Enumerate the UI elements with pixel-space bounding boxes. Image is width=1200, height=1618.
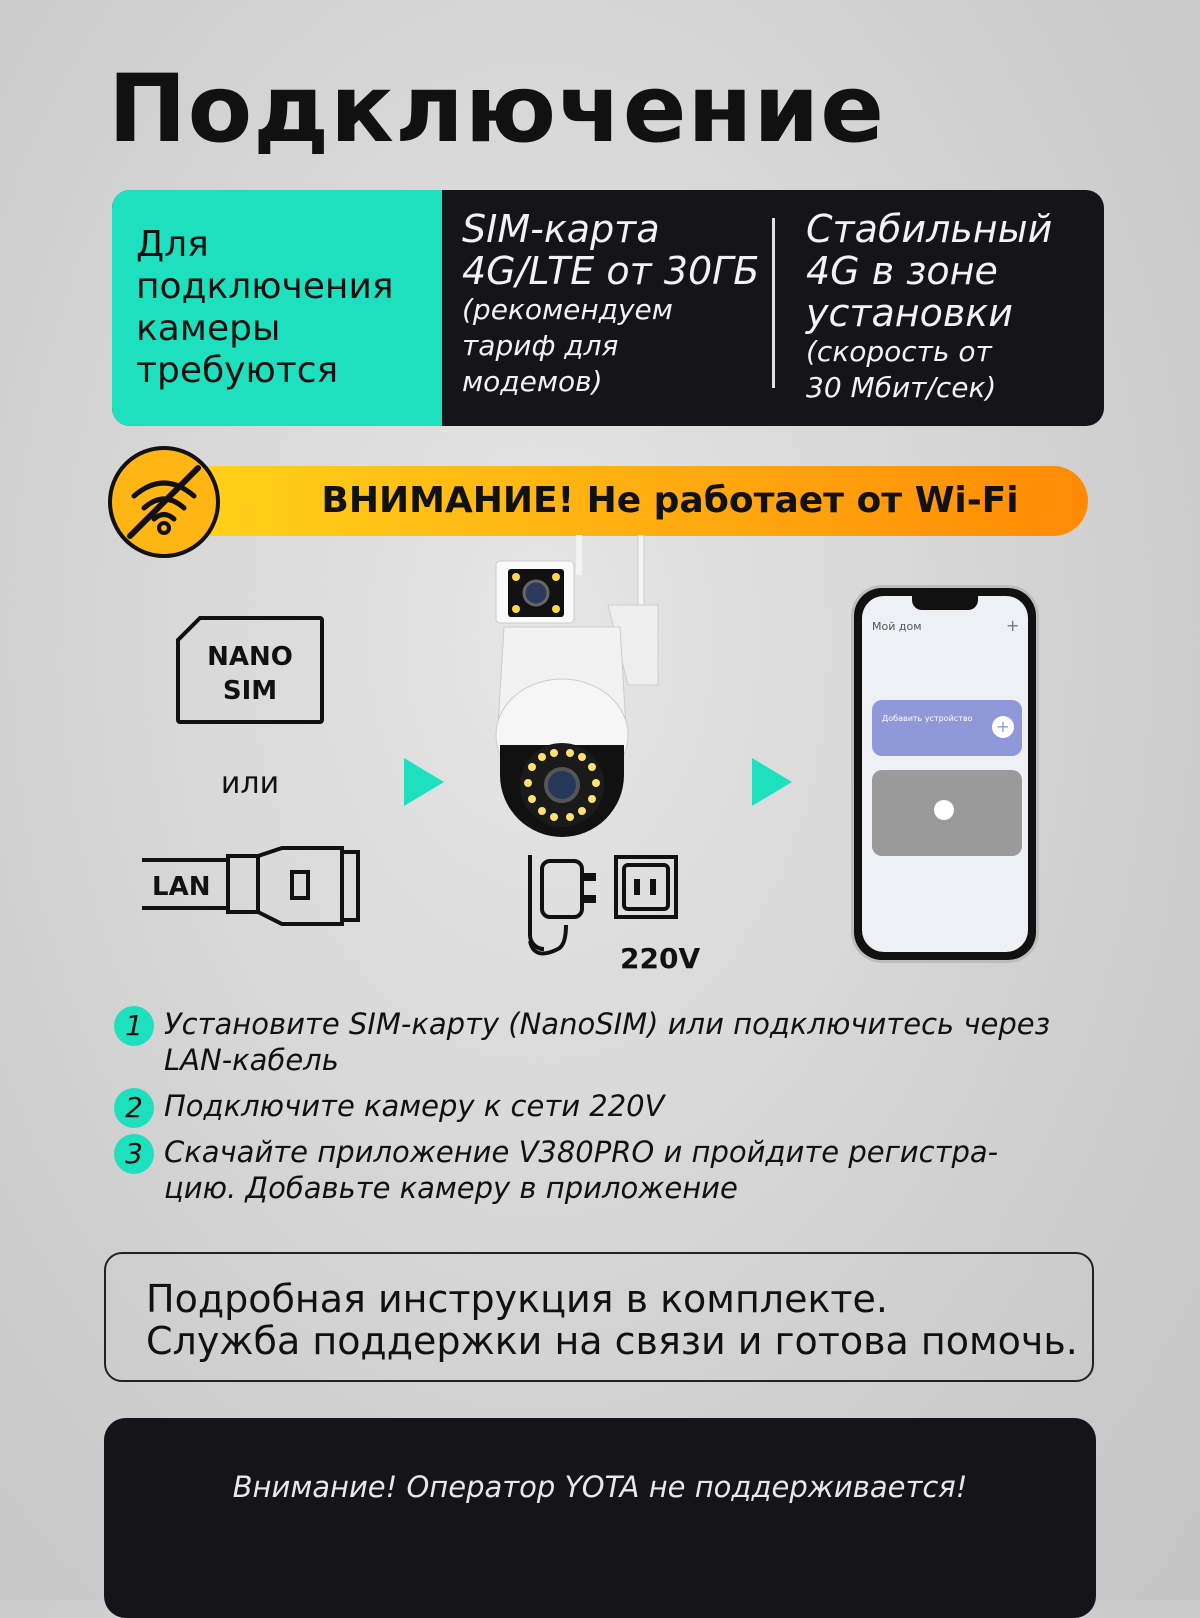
requirement-sim-line: SIM-карта — [462, 207, 660, 251]
phone-video-preview — [872, 770, 1022, 856]
operator-warning-panel — [104, 1418, 1096, 1618]
smartphone-image — [854, 588, 1036, 960]
phone-notch — [912, 596, 978, 610]
phone-add-device-plus-icon: + — [992, 716, 1014, 738]
requirement-4g-line: 4G в зоне — [806, 249, 998, 293]
step-text: Подключите камеру к сети 220V — [164, 1089, 665, 1123]
requirements-intro-panel — [112, 190, 442, 426]
intro-line: требуются — [136, 350, 339, 391]
arrow-right-icon — [404, 758, 444, 806]
requirement-sim — [462, 208, 762, 400]
requirements-card — [112, 190, 1104, 426]
sim-label-line: NANO — [207, 642, 293, 672]
phone-plus-icon: + — [1006, 616, 1020, 635]
step-number-badge: 2 — [114, 1088, 154, 1128]
step-text: Установите SIM-карту (NanoSIM) или подключитесь через LAN-кабель — [164, 1007, 1050, 1077]
phone-add-device-title: Добавить устройство — [882, 714, 973, 723]
sim-label — [176, 640, 324, 708]
requirement-4g-note: (скорость от — [806, 335, 992, 368]
requirement-4g-note: 30 Мбит/сек) — [806, 371, 997, 404]
warning-text: ВНИМАНИЕ! Не работает от Wi-Fi — [321, 480, 1019, 521]
step-number-badge: 1 — [114, 1006, 154, 1046]
requirement-4g-line: Стабильный — [806, 207, 1053, 251]
camera-image — [490, 535, 690, 875]
voltage-label: 220V — [620, 942, 701, 975]
intro-line: подключения — [136, 266, 394, 307]
arrow-right-icon — [752, 758, 792, 806]
requirement-sim-line: 4G/LTE от 30ГБ — [462, 249, 760, 293]
warning-banner — [180, 466, 1088, 536]
lan-label: LAN — [152, 872, 211, 902]
requirement-sim-note: тариф для — [462, 329, 619, 362]
intro-line: камеры — [136, 308, 281, 349]
requirement-4g-line: установки — [806, 291, 1013, 335]
support-info-line: Подробная инструкция в комплекте. — [146, 1277, 889, 1321]
support-info-text — [146, 1278, 1078, 1362]
no-wifi-icon — [108, 446, 220, 558]
step-text: Скачайте приложение V380PRO и пройдите регистра-цию. Добавьте камеру в приложение — [164, 1135, 999, 1205]
page-title: Подключение — [108, 55, 886, 164]
support-info-line: Служба поддержки на связи и готова помочь. — [146, 1319, 1078, 1363]
requirement-sim-note: (рекомендуем — [462, 293, 673, 326]
requirements-intro-text — [136, 224, 436, 392]
intro-line: Для — [136, 224, 209, 265]
requirement-4g — [806, 208, 1104, 406]
or-label: или — [220, 766, 280, 801]
step-number-badge: 3 — [114, 1134, 154, 1174]
requirement-sim-note: модемов) — [462, 365, 603, 398]
sim-label-line: SIM — [222, 676, 278, 706]
play-icon — [934, 800, 954, 820]
phone-app-title: Мой дом — [872, 620, 922, 633]
operator-warning-text: Внимание! Оператор YOTA не поддерживается! — [232, 1470, 968, 1504]
support-info-box — [104, 1252, 1094, 1382]
phone-add-device-card — [872, 700, 1022, 756]
phone-screen — [862, 596, 1028, 952]
requirements-divider — [772, 218, 775, 388]
